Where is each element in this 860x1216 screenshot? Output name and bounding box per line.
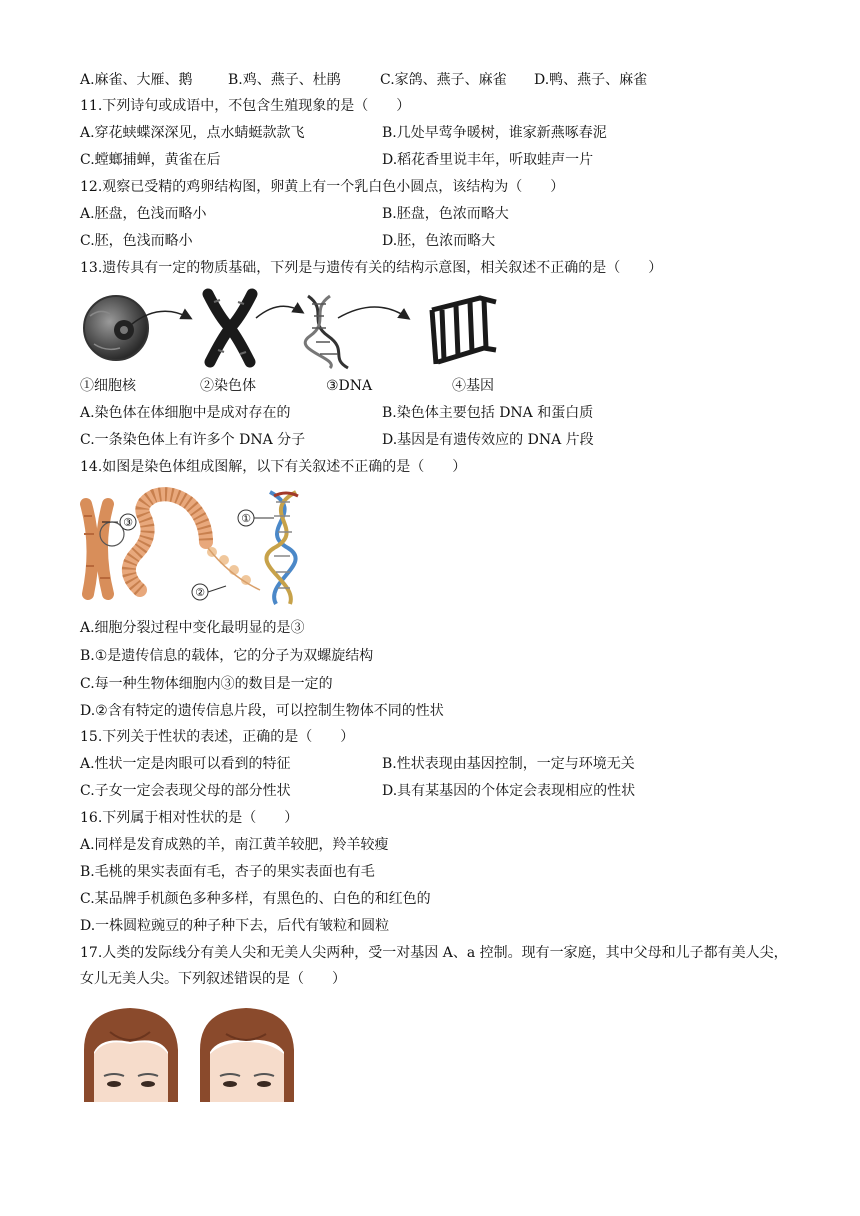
arrow-3	[338, 307, 408, 318]
q13-figure-labels	[80, 376, 800, 396]
q15-option-a: A.性状一定是肉眼可以看到的特征	[80, 756, 291, 772]
q13-stem: 13.遗传具有一定的物质基础，下列是与遗传有关的结构示意图，相关叙述不正确的是（ ）	[80, 260, 663, 276]
pointer-line-2	[208, 586, 226, 592]
fig-label-1: ①	[241, 512, 251, 525]
q14-stem: 14.如图是染色体组成图解，以下有关叙述不正确的是（ ）	[80, 459, 467, 475]
q17-stem: 17.人类的发际线分有美人尖和无美人尖两种，受一对基因 A、a 控制。现有一家庭，其中父母和儿子都有美人尖，女儿无美人尖。下列叙述错误的是（ ）	[80, 945, 788, 987]
q10-options	[80, 70, 800, 90]
q11-option-b: B.几处早莺争暖树，谁家新燕啄春泥	[382, 125, 607, 141]
q13-label-dna: ③DNA	[326, 378, 373, 394]
q10-option-a: A.麻雀、大雁、鹅	[80, 72, 193, 88]
q14-option-b: B.①是遗传信息的载体，它的分子为双螺旋结构	[80, 648, 374, 664]
q14-option-a: A.细胞分裂过程中变化最明显的是③	[80, 620, 305, 636]
q12-option-a: A.胚盘，色浅而略小	[80, 206, 207, 222]
fig-label-2: ②	[195, 586, 205, 599]
q16-option-b: B.毛桃的果实表面有毛，杏子的果实表面也有毛	[80, 864, 375, 880]
q14-option-d: D.②含有特定的遗传信息片段，可以控制生物体不同的性状	[80, 703, 444, 719]
q11-option-d: D.稻花香里说丰年，听取蛙声一片	[382, 152, 594, 168]
dna-helix-image	[305, 296, 348, 368]
q13-options-ab	[80, 403, 800, 423]
q10-option-d: D.鸭、燕子、麻雀	[534, 72, 648, 88]
q15-option-b: B.性状表现由基因控制，一定与环境无关	[382, 756, 635, 772]
face-widows-peak-image	[84, 1008, 178, 1102]
q12-option-b: B.胚盘，色浓而略大	[382, 206, 509, 222]
q13-figure	[80, 288, 500, 372]
q13-option-d: D.基因是有遗传效应的 DNA 片段	[382, 432, 594, 448]
q12-options-cd	[80, 231, 800, 251]
q11-options-cd	[80, 150, 800, 170]
q16-option-a: A.同样是发育成熟的羊，南江黄羊较肥，羚羊较瘦	[80, 837, 389, 853]
q15-option-d: D.具有某基因的个体定会表现相应的性状	[382, 783, 636, 799]
cell-nucleus-image	[84, 296, 148, 360]
dna-double-helix-image	[266, 492, 298, 604]
q15-options-cd	[80, 781, 800, 801]
q13-option-a: A.染色体在体细胞中是成对存在的	[80, 405, 291, 421]
q14-figure	[78, 486, 308, 608]
q15-stem: 15.下列关于性状的表述，正确的是（ ）	[80, 729, 355, 745]
q17-figure	[80, 1002, 300, 1102]
supercoil-image	[129, 494, 260, 590]
q13-option-c: C.一条染色体上有许多个 DNA 分子	[80, 432, 306, 448]
q15-options-ab	[80, 754, 800, 774]
chromosome-image	[208, 294, 252, 362]
q16-option-c: C.某品牌手机颜色多种多样，有黑色的、白色的和红色的	[80, 891, 431, 907]
chromosome-x-image	[84, 504, 124, 594]
q13-label-chromosome: ②染色体	[200, 378, 256, 394]
q10-option-c: C.家鸽、燕子、麻雀	[380, 72, 507, 88]
q14-option-c: C.每一种生物体细胞内③的数目是一定的	[80, 676, 333, 692]
q11-options-ab	[80, 123, 800, 143]
q11-option-a: A.穿花蛱蝶深深见，点水蜻蜓款款飞	[80, 125, 305, 141]
q13-option-b: B.染色体主要包括 DNA 和蛋白质	[382, 405, 594, 421]
face-no-widows-peak-image	[200, 1008, 294, 1102]
q13-label-nucleus: ①细胞核	[80, 378, 136, 394]
fig-label-3: ③	[123, 516, 133, 529]
q13-options-cd	[80, 430, 800, 450]
q12-option-d: D.胚，色浓而略大	[382, 233, 496, 249]
q16-stem: 16.下列属于相对性状的是（ ）	[80, 810, 299, 826]
gene-segment-image	[432, 298, 496, 364]
q12-option-c: C.胚，色浅而略小	[80, 233, 193, 249]
q12-options-ab	[80, 204, 800, 224]
q16-option-d: D.一株圆粒豌豆的种子种下去，后代有皱粒和圆粒	[80, 918, 390, 934]
q10-option-b: B.鸡、燕子、杜鹃	[228, 72, 341, 88]
q12-stem: 12.观察已受精的鸡卵结构图，卵黄上有一个乳白色小圆点，该结构为（ ）	[80, 179, 565, 195]
q11-stem: 11.下列诗句或成语中，不包含生殖现象的是（ ）	[80, 98, 411, 114]
q11-option-c: C.螳螂捕蝉，黄雀在后	[80, 152, 221, 168]
arrow-2	[256, 306, 302, 318]
q15-option-c: C.子女一定会表现父母的部分性状	[80, 783, 291, 799]
q13-label-gene: ④基因	[452, 378, 494, 394]
